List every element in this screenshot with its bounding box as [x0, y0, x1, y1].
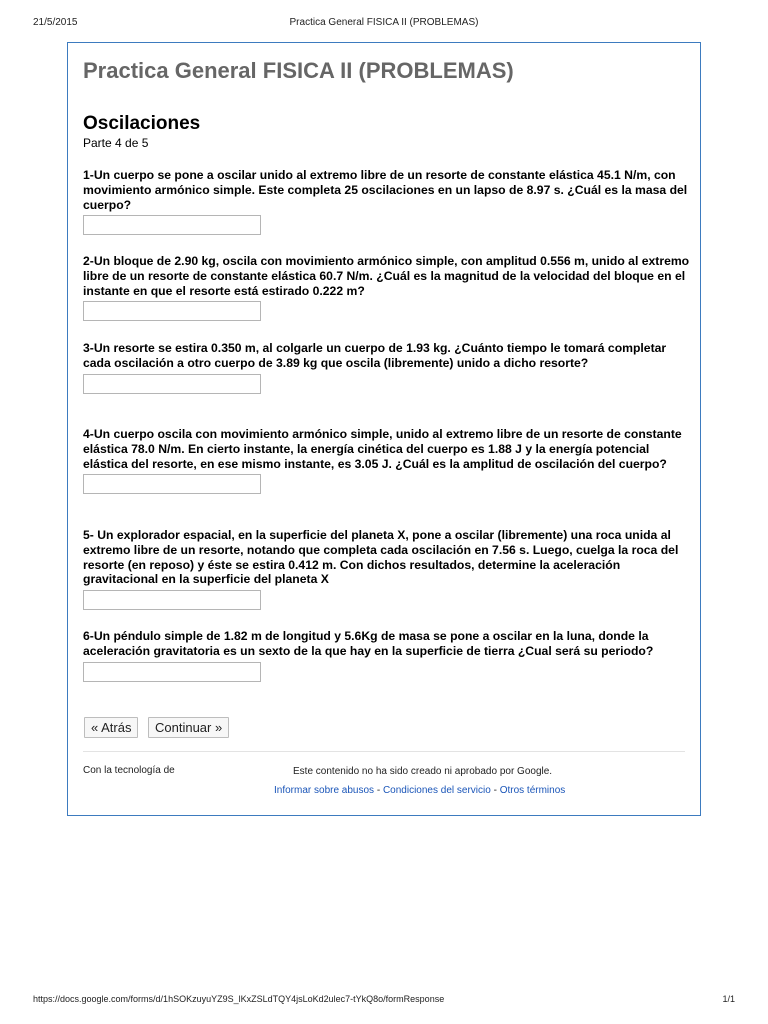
divider: [83, 751, 685, 752]
other-terms-link[interactable]: Otros términos: [499, 785, 566, 796]
section-title: Oscilaciones: [83, 113, 201, 134]
answer-input-4[interactable]: [83, 474, 261, 494]
print-footer: [33, 994, 735, 1008]
form-title: Practica General FISICA II (PROBLEMAS): [83, 58, 514, 83]
answer-input-2[interactable]: [83, 301, 261, 321]
print-url: https://docs.google.com/forms/d/1hSOKzuyuYZ9S_lKxZSLdTQY4jsLoKd2ulec7-tYkQ8o/formResponse: [33, 994, 445, 1004]
print-page-title: Practica General FISICA II (PROBLEMAS): [289, 17, 479, 28]
print-date: 21/5/2015: [33, 17, 78, 28]
question-1: [83, 168, 691, 235]
question-5: [83, 528, 691, 610]
part-indicator: Parte 4 de 5: [83, 136, 149, 150]
question-3: [83, 341, 691, 394]
continue-button[interactable]: Continuar »: [148, 717, 229, 738]
question-text: 2-Un bloque de 2.90 kg, oscila con movimiento armónico simple, con amplitud 0.556 m, unido al extremo libre de un resorte de constante elástica 60.7 N/m. ¿Cuál es la magnitud de la velocidad del bloque en el instante en que el resorte está estirado 0.222 m?: [83, 254, 690, 298]
answer-input-5[interactable]: [83, 590, 261, 610]
report-abuse-link[interactable]: Informar sobre abusos: [274, 785, 375, 796]
question-text: 6-Un péndulo simple de 1.82 m de longitud y 5.6Kg de masa se pone a oscilar en la luna, donde la aceleración gravitatoria es un sexto de la que hay en la superficie de tierra ¿Cual será su periodo?: [83, 629, 654, 658]
back-button[interactable]: « Atrás: [84, 717, 138, 738]
question-text: 4-Un cuerpo oscila con movimiento armónico simple, unido al extremo libre de un resorte de constante elástica 78.0 N/m. En cierto instante, la energía cinética del cuerpo es 1.88 J y la energía potencial elástica del resorte, en ese mismo instante, es 3.05 J. ¿Cuál es la amplitud de oscilación del cuerpo?: [83, 427, 682, 471]
link-separator: -: [374, 785, 383, 796]
question-text: 3-Un resorte se estira 0.350 m, al colgarle un cuerpo de 1.93 kg. ¿Cuánto tiempo le tomará completar cada oscilación a otro cuerpo de 3.89 kg que oscila (libremente) unido a dicho resorte?: [83, 341, 667, 370]
question-4: [83, 427, 691, 494]
answer-input-3[interactable]: [83, 374, 261, 394]
disclaimer-text: Este contenido no ha sido creado ni aprobado por Google.: [293, 766, 553, 777]
question-2: [83, 254, 691, 321]
print-header: [33, 17, 735, 31]
question-6: [83, 629, 691, 682]
terms-of-service-link[interactable]: Condiciones del servicio: [382, 785, 491, 796]
question-text: 1-Un cuerpo se pone a oscilar unido al extremo libre de un resorte de constante elástica 45.1 N/m, con movimiento armónico simple. Este completa 25 oscilaciones en un lapso de 8.97 s. ¿Cuál es la masa del cuerpo?: [83, 168, 688, 212]
answer-input-1[interactable]: [83, 215, 261, 235]
question-text: 5- Un explorador espacial, en la superficie del planeta X, pone a oscilar (libremente) una roca unida al extremo libre de un resorte, notando que completa cada oscilación en 7.56 s. Luego, cuelga la roca del resorte (en reposo) y éste se estira 0.412 m. Con dichos resultados, determine la aceleración gravitacional en la superficie del planeta X: [83, 528, 679, 587]
footer-links: [274, 785, 565, 796]
powered-by-text: Con la tecnología de: [83, 765, 175, 776]
page-count: 1/1: [722, 994, 735, 1004]
form-container: [67, 42, 701, 816]
answer-input-6[interactable]: [83, 662, 261, 682]
link-separator: -: [490, 785, 500, 796]
